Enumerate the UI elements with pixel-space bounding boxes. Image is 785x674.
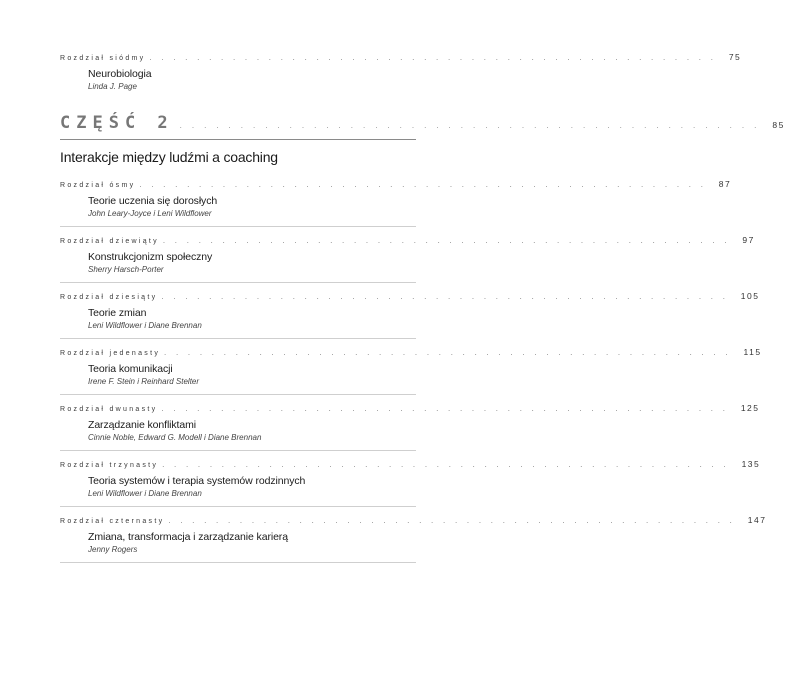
toc-entry[interactable] (60, 515, 767, 563)
chapter-label: Rozdział jedenasty (60, 350, 161, 357)
chapter-label: Rozdział dziewiąty (60, 238, 159, 245)
toc-entry[interactable] (60, 403, 760, 451)
chapter-authors: Cinnie Noble, Edward G. Modell i Diane Brennan (88, 433, 262, 442)
chapter-title: Zarządzanie konfliktami (88, 419, 196, 431)
entry-divider (60, 282, 416, 283)
dot-leader: ................................................ (162, 238, 737, 245)
dot-leader: ................................................ (164, 350, 738, 357)
entry-divider (60, 226, 416, 227)
page-number: 147 (747, 515, 767, 525)
dot-leader: ................................................ (168, 518, 742, 525)
part-page-number: 85 (772, 120, 785, 130)
chapter-line (60, 52, 742, 66)
chapter-list (60, 179, 767, 563)
part-title: Interakcje między ludźmi a coaching (60, 149, 278, 165)
dot-leader: ................................................ (161, 406, 735, 413)
chapter-title: Neurobiologia (88, 68, 152, 80)
chapter-title: Zmiana, transformacja i zarządzanie karierą (88, 531, 288, 543)
page-number: 97 (742, 235, 755, 245)
toc-entry[interactable] (60, 459, 761, 507)
toc-entry[interactable] (60, 179, 732, 227)
page-number: 75 (728, 52, 742, 62)
chapter-label: Rozdział dziesiąty (60, 294, 158, 301)
chapter-label: Rozdział trzynasty (60, 462, 159, 469)
chapter-line (60, 179, 732, 193)
chapter-authors: Irene F. Stein i Reinhard Stelter (88, 377, 200, 386)
entry-divider (60, 506, 416, 507)
entry-divider (60, 562, 416, 563)
chapter-authors: Leni Wildflower i Diane Brennan (88, 489, 202, 498)
table-of-contents (60, 52, 785, 571)
dot-leader: ................................................ (162, 462, 736, 469)
chapter-line (60, 515, 767, 529)
toc-entry[interactable] (60, 291, 760, 339)
chapter-title: Teorie uczenia się dorosłych (88, 195, 218, 207)
chapter-title: Teoria komunikacji (88, 363, 173, 375)
page-number: 105 (740, 291, 760, 301)
page-number: 87 (718, 179, 732, 189)
part-divider (60, 139, 416, 140)
chapter-authors: Leni Wildflower i Diane Brennan (88, 321, 202, 330)
chapter-authors: Sherry Harsch-Porter (88, 265, 164, 274)
chapter-title: Teorie zmian (88, 307, 147, 319)
chapter-authors: Linda J. Page (88, 82, 137, 91)
entry-divider (60, 450, 416, 451)
part-label: CZĘŚĆ 2 (60, 113, 174, 133)
chapter-label: Rozdział dwunasty (60, 406, 158, 413)
entry-divider (60, 338, 416, 339)
dot-leader: ................................................ (149, 55, 723, 62)
chapter-line (60, 347, 762, 361)
dot-leader: ................................................ (161, 294, 735, 301)
chapter-line (60, 403, 760, 417)
chapter-line (60, 459, 761, 473)
part-heading[interactable] (60, 113, 785, 135)
entry-divider (60, 394, 416, 395)
chapter-authors: Jenny Rogers (88, 545, 138, 554)
toc-entry[interactable] (60, 235, 755, 283)
chapter-title: Teoria systemów i terapia systemów rodzinnych (88, 475, 306, 487)
chapter-label: Rozdział ósmy (60, 182, 136, 189)
dot-leader: ................................................ (179, 121, 767, 130)
chapter-line (60, 291, 760, 305)
chapter-authors: John Leary-Joyce i Leni Wildflower (88, 209, 212, 218)
page-number: 135 (741, 459, 761, 469)
page-number: 125 (740, 403, 760, 413)
page-number: 115 (743, 347, 762, 357)
chapter-title: Konstrukcjonizm społeczny (88, 251, 213, 263)
chapter-label: Rozdział czternasty (60, 518, 165, 525)
chapter-line (60, 235, 755, 249)
toc-entry[interactable] (60, 347, 762, 395)
toc-entry-chapter-7[interactable] (60, 52, 742, 91)
chapter-label: Rozdział siódmy (60, 55, 146, 62)
dot-leader: ................................................ (139, 182, 713, 189)
